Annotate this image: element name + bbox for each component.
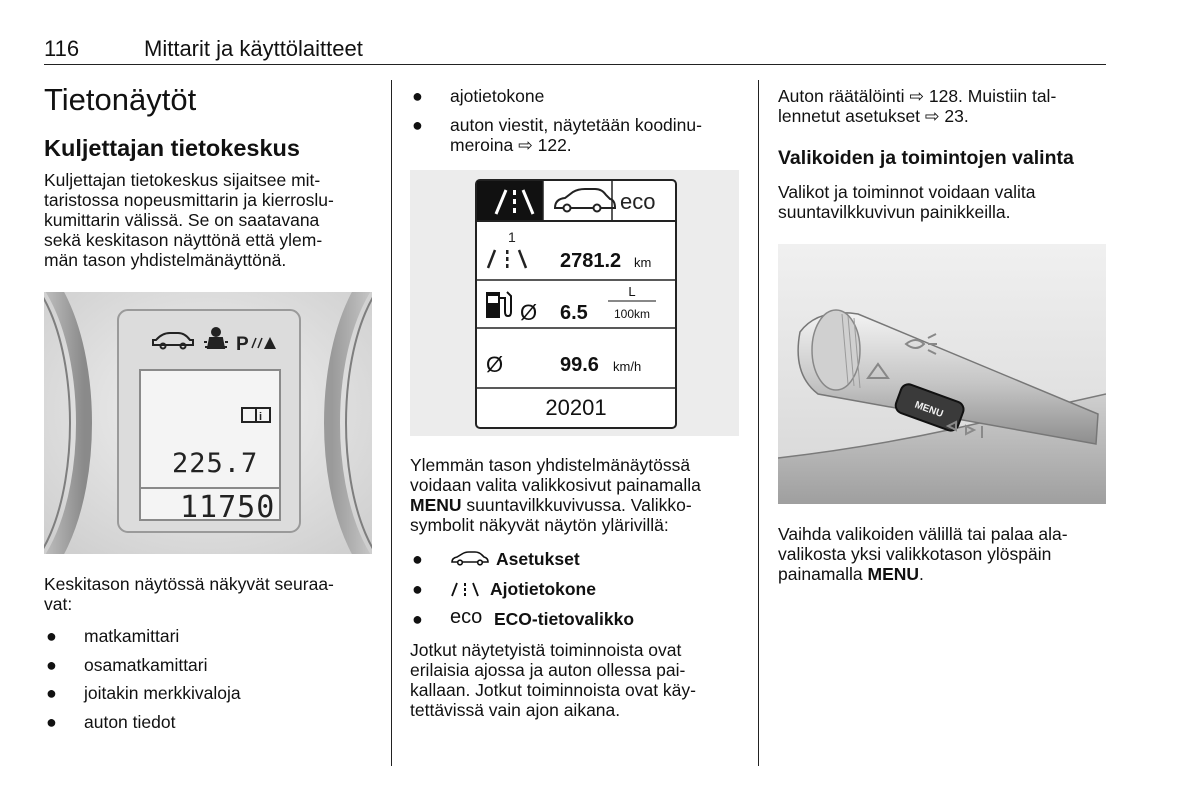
trip-distance-unit: km	[634, 255, 652, 270]
avg-fuel-symbol: Ø	[520, 300, 538, 325]
fuel-unit-top: L	[628, 284, 636, 299]
menu-keyword: MENU	[867, 564, 920, 584]
text-line: erilaisia ajossa ja auton ollessa pai-	[410, 660, 686, 680]
text-line: sekä keskitason näyttönä että ylem-	[44, 230, 323, 250]
park-assist-label: P	[236, 334, 249, 355]
text-line: Valikot ja toiminnot voidaan valita	[778, 182, 1036, 202]
mid-paragraph	[44, 574, 380, 614]
trip-computer-icon	[450, 581, 482, 597]
text-line: tettävissä vain ajon aikana.	[410, 700, 621, 720]
chapter-title: Mittarit ja käyttölaitteet	[144, 36, 363, 61]
subsection-title: Kuljettajan tietokeskus	[44, 135, 300, 161]
upper-display-paragraph	[410, 455, 750, 535]
lever-menu-button-label: MENU	[913, 399, 945, 421]
text-line: kumittarin välissä. Se on saatavana	[44, 210, 320, 230]
eco-tab-label: eco	[620, 189, 656, 214]
turn-signal-lever-figure	[778, 244, 1106, 504]
section-title: Tietonäytöt	[44, 82, 197, 117]
text-line: MENU suuntavilkkuvivussa. Valikko-	[410, 495, 692, 515]
combined-display-figure	[410, 170, 739, 436]
avg-speed-symbol: Ø	[486, 352, 504, 377]
column-divider-1	[391, 80, 392, 766]
text-line: Vaihda valikoiden välillä tai palaa ala-	[778, 524, 1068, 544]
customization-paragraph	[778, 86, 1108, 126]
text-line: Jotkut näytetyistä toiminnoista ovat	[410, 640, 682, 660]
page-header	[44, 36, 1106, 65]
column-divider-2	[758, 80, 759, 766]
cluster-display-figure	[44, 292, 372, 554]
trip-value: 225.7	[172, 448, 259, 479]
menu-keyword: MENU	[410, 495, 462, 515]
navigation-paragraph	[778, 524, 1108, 584]
lever-illustration	[778, 244, 1106, 504]
text-line: män tason yhdistelmänäyttönä.	[44, 250, 287, 270]
svg-text:i: i	[259, 411, 263, 423]
text-line: voidaan valita valikkosivut painamalla	[410, 475, 701, 495]
intro-paragraph	[44, 170, 380, 270]
text-line: Keskitason näytössä näkyvät seuraa-	[44, 574, 334, 594]
text-line: lennetut asetukset ⇨ 23.	[778, 106, 969, 126]
functions-paragraph	[410, 640, 750, 720]
car-settings-icon	[450, 551, 490, 567]
text-line: valikosta yksi valikkotason ylöspäin	[778, 544, 1052, 564]
text-line: painamalla MENU.	[778, 564, 924, 584]
avg-speed-unit: km/h	[613, 359, 642, 374]
odometer-value: 11750	[180, 490, 276, 525]
cluster-illustration	[44, 292, 372, 554]
page-number: 116	[44, 36, 80, 61]
trip-index: 1	[508, 229, 516, 245]
selection-paragraph	[778, 182, 1108, 222]
avg-speed-value: 99.6	[560, 354, 599, 376]
text-line: symbolit näkyvät näytön ylärivillä:	[410, 515, 669, 535]
text-line: kallaan. Jotkut toiminnoista ovat käy-	[410, 680, 696, 700]
odometer-footer-value: 20201	[545, 395, 607, 420]
text-line: Auton räätälöinti ⇨ 128. Muistiin tal-	[778, 86, 1057, 106]
text-line: taristossa nopeusmittarin ja kierroslu-	[44, 190, 334, 210]
text-line: suuntavilkkuvivun painikkeilla.	[778, 202, 1011, 222]
text-line: Ylemmän tason yhdistelmänäytössä	[410, 455, 691, 475]
text-line: Kuljettajan tietokeskus sijaitsee mit-	[44, 170, 321, 190]
selection-heading: Valikoiden ja toimintojen valinta	[778, 147, 1074, 169]
eco-icon: eco	[450, 606, 483, 628]
fuel-unit-bottom: 100km	[613, 307, 651, 321]
text-line: vat:	[44, 594, 73, 614]
combined-display-illustration	[410, 170, 739, 436]
trip-distance-value: 2781.2	[560, 250, 622, 272]
fuel-consumption-value: 6.5	[560, 302, 588, 324]
